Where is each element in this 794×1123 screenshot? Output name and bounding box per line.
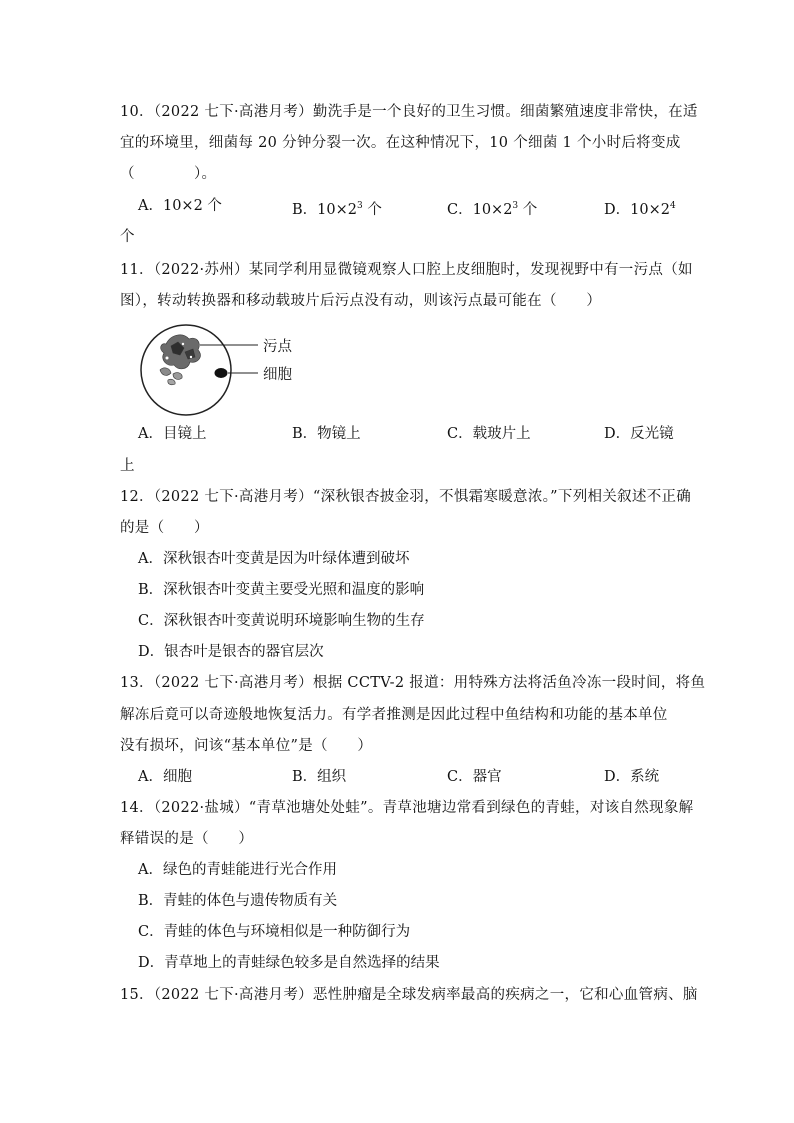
q12-option-a: A．深秋银杏叶变黄是因为叶绿体遭到破坏	[138, 551, 410, 567]
q10-line-1: 10．（2022 七下·高港月考）勤洗手是一个良好的卫生习惯。细菌繁殖速度非常快，在适	[120, 104, 698, 120]
q11-line-1: 11．（2022·苏州）某同学利用显微镜观察人口腔上皮细胞时，发现视野中有一污点（如	[120, 262, 693, 278]
figure-label-spot: 污点	[263, 339, 292, 355]
q14-option-c: C．青蛙的体色与环境相似是一种防御行为	[138, 924, 411, 940]
q13-option-d: D．系统	[604, 769, 660, 785]
cell-shape	[215, 368, 228, 378]
q10-option-a: A．10×2 个	[138, 198, 222, 214]
q10-option-d: D．$10\times 2^4$	[604, 201, 676, 218]
q10-option-c: C．$10\times 2^3$ 个	[447, 201, 538, 218]
q11-option-c: C．载玻片上	[447, 426, 531, 442]
q15-line-1: 15．（2022 七下·高港月考）恶性肿瘤是全球发病率最高的疾病之一，它和心血管病、脑	[120, 987, 698, 1003]
q13-option-b: B．组织	[292, 769, 347, 785]
q12-option-d: D．银杏叶是银杏的器官层次	[138, 644, 324, 660]
q14-line-1: 14．（2022·盐城）“青草池塘处处蛙”。青草池塘边常看到绿色的青蛙，对该自然现象解	[120, 800, 694, 816]
q14-option-a: A．绿色的青蛙能进行光合作用	[138, 862, 337, 878]
q11-line-2: 图），转动转换器和移动载玻片后污点没有动，则该污点最可能在（ ）	[120, 293, 602, 309]
q14-option-d: D．青草地上的青蛙绿色较多是自然选择的结果	[138, 955, 440, 971]
q14-option-b: B．青蛙的体色与遗传物质有关	[138, 893, 338, 909]
q10-line-3: （ ）。	[120, 166, 217, 182]
q10-line-2: 宜的环境里，细菌每 20 分钟分裂一次。在这种情况下，10 个细菌 1 个小时后将变成	[120, 135, 681, 151]
q13-line-2: 解冻后竟可以奇迹般地恢复活力。有学者推测是因此过程中鱼结构和功能的基本单位	[120, 707, 668, 723]
q11-option-b: B．物镜上	[292, 426, 361, 442]
q14-line-2: 释错误的是（ ）	[120, 831, 254, 847]
q10-option-b: B．$10\times 2^3$ 个	[292, 201, 382, 218]
q13-option-c: C．器官	[447, 769, 502, 785]
q11-option-d-wrap: 上	[120, 458, 135, 474]
q13-line-3: 没有损坏，问该“基本单位”是（ ）	[120, 738, 373, 754]
q11-option-a: A．目镜上	[138, 426, 207, 442]
q11-option-d: D．反光镜	[604, 426, 674, 442]
q12-option-b: B．深秋银杏叶变黄主要受光照和温度的影响	[138, 582, 425, 598]
q12-line-1: 12．（2022 七下·高港月考）“深秋银杏披金羽，不惧霜寒暖意浓。”下列相关叙述不正确	[120, 489, 692, 505]
q10-option-d-wrap: 个	[120, 229, 135, 245]
q12-line-2: 的是（ ）	[120, 520, 209, 536]
q13-line-1: 13．（2022 七下·高港月考）根据 CCTV-2 报道：用特殊方法将活鱼冷冻一段时间，将鱼	[120, 675, 706, 691]
microscope-view-figure	[138, 322, 308, 418]
q13-option-a: A．细胞	[138, 769, 192, 785]
figure-label-cell: 细胞	[263, 367, 292, 383]
q12-option-c: C．深秋银杏叶变黄说明环境影响生物的生存	[138, 613, 425, 629]
